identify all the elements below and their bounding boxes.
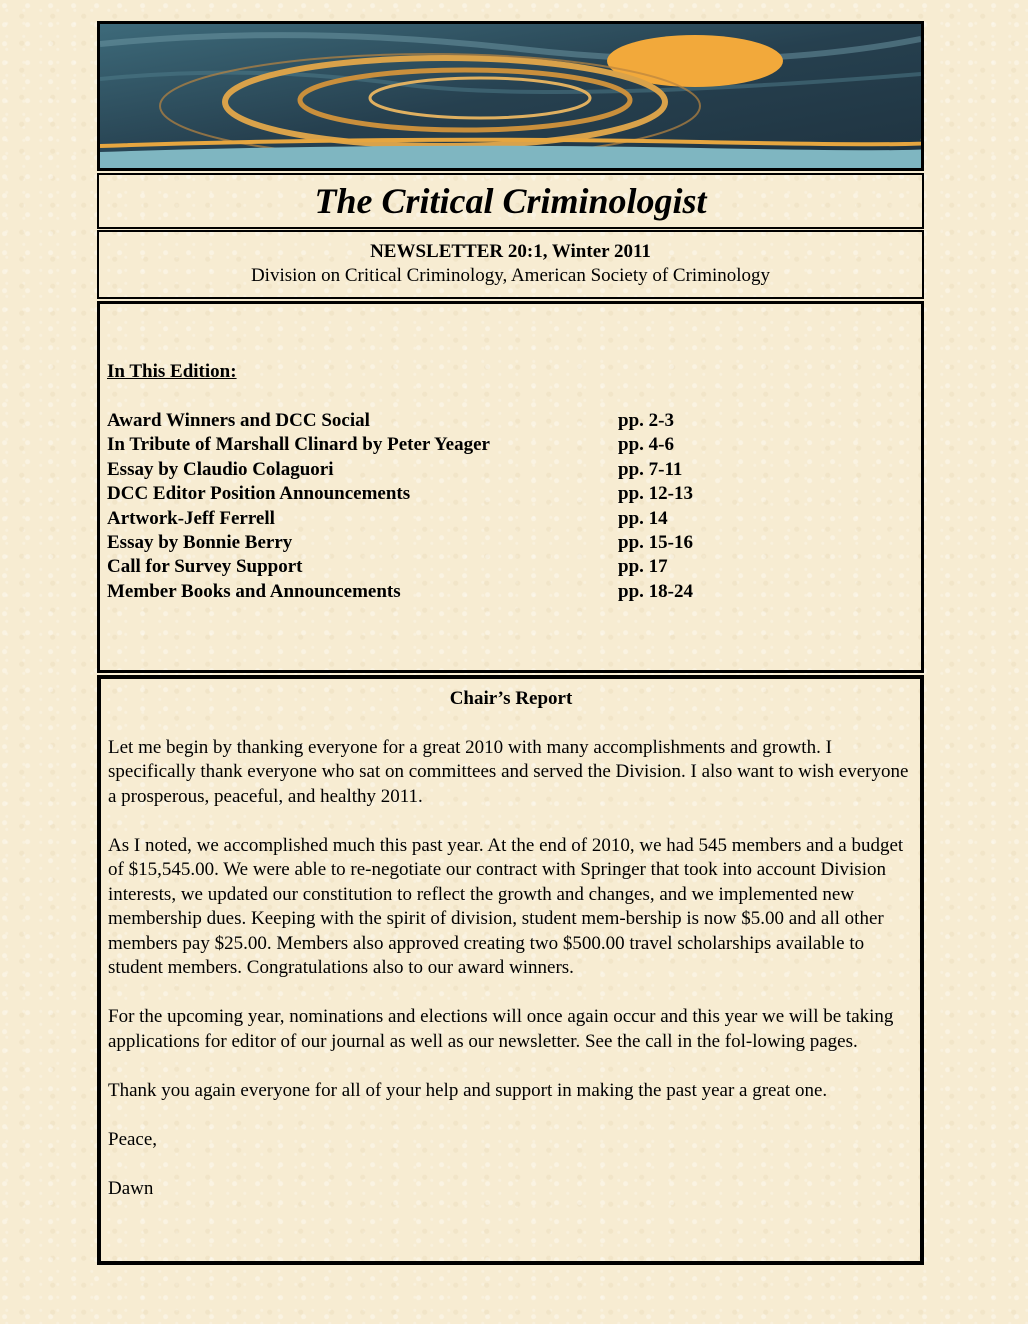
chairs-report <box>97 675 924 1265</box>
toc-item-title: DCC Editor Position Announcements <box>107 483 411 505</box>
report-paragraph: Thank you again everyone for all of your help and support in making the past year a great one. <box>108 1079 828 1101</box>
issue-number: NEWSLETTER 20:1, Winter 2011 <box>370 241 651 262</box>
toc-item <box>107 482 921 506</box>
toc-item <box>107 458 921 482</box>
toc-item-title: Essay by Claudio Colaguori <box>107 458 334 480</box>
toc-item <box>107 507 921 531</box>
report-paragraph: As I noted, we accomplished much this past year. At the end of 2010, we had 545 members and a budget of $15,545.00. We were able to re-negotiate our contract with Springer that took into account Division interests, we updated our constitution to reflect the growth and changes, and we implemented new membership dues. Keeping with the spirit of division, student mem-bership is now $5.00 and all other members pay $25.00. Members also approved creating two $500.00 travel scholarships available to student members. Congratulations also to our award winners. <box>108 834 904 978</box>
toc-item-title: Award Winners and DCC Social <box>107 410 370 431</box>
newsletter-title: The Critical Criminologist <box>314 181 707 221</box>
report-paragraph: For the upcoming year, nominations and elections will once again occur and this year we will be taking applications for editor of our journal as well as our newsletter. See the call in the fol-lowing pages. <box>108 1006 894 1052</box>
toc-item <box>107 433 921 457</box>
toc-item <box>107 580 921 604</box>
division-name: Division on Critical Criminology, American Society of Criminology <box>250 265 771 286</box>
toc-item-pages: pp. 4-6 <box>618 434 674 456</box>
issue-info-box <box>97 230 924 299</box>
toc-item-title: Artwork-Jeff Ferrell <box>107 507 275 529</box>
toc-item-pages: pp. 17 <box>618 556 668 578</box>
toc-item-title: Essay by Bonnie Berry <box>107 532 293 554</box>
report-signature: Dawn <box>108 1177 154 1199</box>
toc-heading: In This Edition: <box>107 361 237 382</box>
toc-item <box>107 555 921 579</box>
toc-item <box>107 531 921 555</box>
toc-item-pages: pp. 7-11 <box>618 458 683 480</box>
toc-item-pages: pp. 14 <box>618 507 668 529</box>
report-title: Chair’s Report <box>449 688 573 709</box>
toc-item-pages: pp. 15-16 <box>618 532 693 554</box>
newsletter-title-box <box>97 173 924 229</box>
table-of-contents <box>97 301 924 673</box>
toc-item-title: Member Books and Announcements <box>107 580 401 602</box>
report-paragraph: Let me begin by thanking everyone for a great 2010 with many accomplishments and growth. I specifically thank everyone who sat on committees and served the Division. I also want to wish everyone a prosperous, peaceful, and healthy 2011. <box>108 736 909 807</box>
toc-item-title: Call for Survey Support <box>107 556 303 578</box>
report-closing: Peace, <box>108 1128 158 1150</box>
toc-item-pages: pp. 18-24 <box>618 580 693 602</box>
toc-item-pages: pp. 12-13 <box>618 483 693 505</box>
toc-item-title: In Tribute of Marshall Clinard by Peter Yeager <box>107 434 490 456</box>
header-banner-image <box>97 21 924 171</box>
toc-item-pages: pp. 2-3 <box>618 410 674 431</box>
toc-item <box>107 409 921 433</box>
banner-artwork <box>100 24 921 168</box>
